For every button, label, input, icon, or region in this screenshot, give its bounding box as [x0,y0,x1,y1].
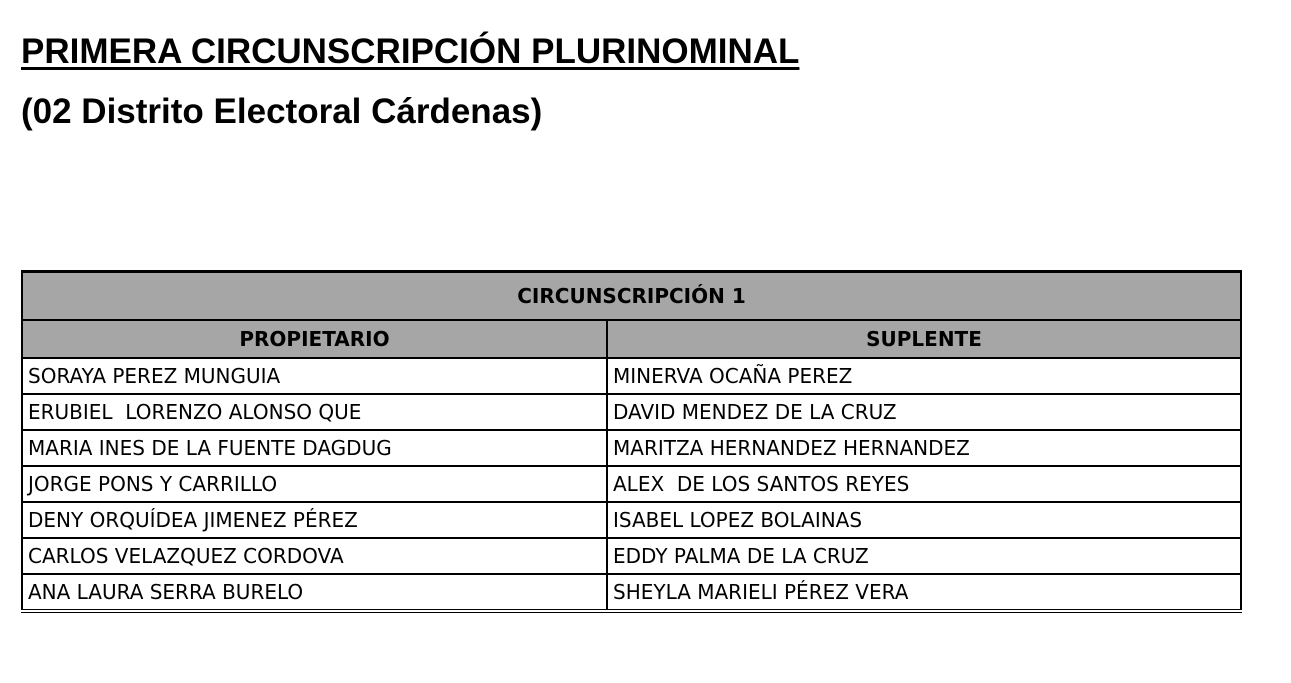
propietario-cell: DENY ORQUÍDEA JIMENEZ PÉREZ [22,502,607,538]
propietario-cell: CARLOS VELAZQUEZ CORDOVA [22,538,607,574]
propietario-cell: MARIA INES DE LA FUENTE DAGDUG [22,430,607,466]
suplente-cell: ALEX DE LOS SANTOS REYES [607,466,1241,502]
table-row [22,502,1241,538]
page-subtitle: (02 Distrito Electoral Cárdenas) [21,92,543,131]
suplente-cell: DAVID MENDEZ DE LA CRUZ [607,394,1241,430]
table-header-row [22,320,1241,358]
suplente-cell: ISABEL LOPEZ BOLAINAS [607,502,1241,538]
suplente-cell: EDDY PALMA DE LA CRUZ [607,538,1241,574]
table-caption: CIRCUNSCRIPCIÓN 1 [22,272,1241,321]
propietario-cell: JORGE PONS Y CARRILLO [22,466,607,502]
table-row [22,394,1241,430]
table-row [22,430,1241,466]
table-caption-row [22,272,1241,321]
candidates-table [21,270,1242,613]
table-row [22,358,1241,394]
table-row [22,538,1241,574]
propietario-cell: ERUBIEL LORENZO ALONSO QUE [22,394,607,430]
column-header-suplente: SUPLENTE [607,320,1241,358]
propietario-cell: ANA LAURA SERRA BURELO [22,574,607,611]
table-row [22,466,1241,502]
suplente-cell: SHEYLA MARIELI PÉREZ VERA [607,574,1241,611]
propietario-cell: SORAYA PEREZ MUNGUIA [22,358,607,394]
table-row [22,574,1241,611]
column-header-propietario: PROPIETARIO [22,320,607,358]
suplente-cell: MARITZA HERNANDEZ HERNANDEZ [607,430,1241,466]
candidates-table-container [21,270,1240,613]
page-title: PRIMERA CIRCUNSCRIPCIÓN PLURINOMINAL [21,32,800,71]
suplente-cell: MINERVA OCAÑA PEREZ [607,358,1241,394]
